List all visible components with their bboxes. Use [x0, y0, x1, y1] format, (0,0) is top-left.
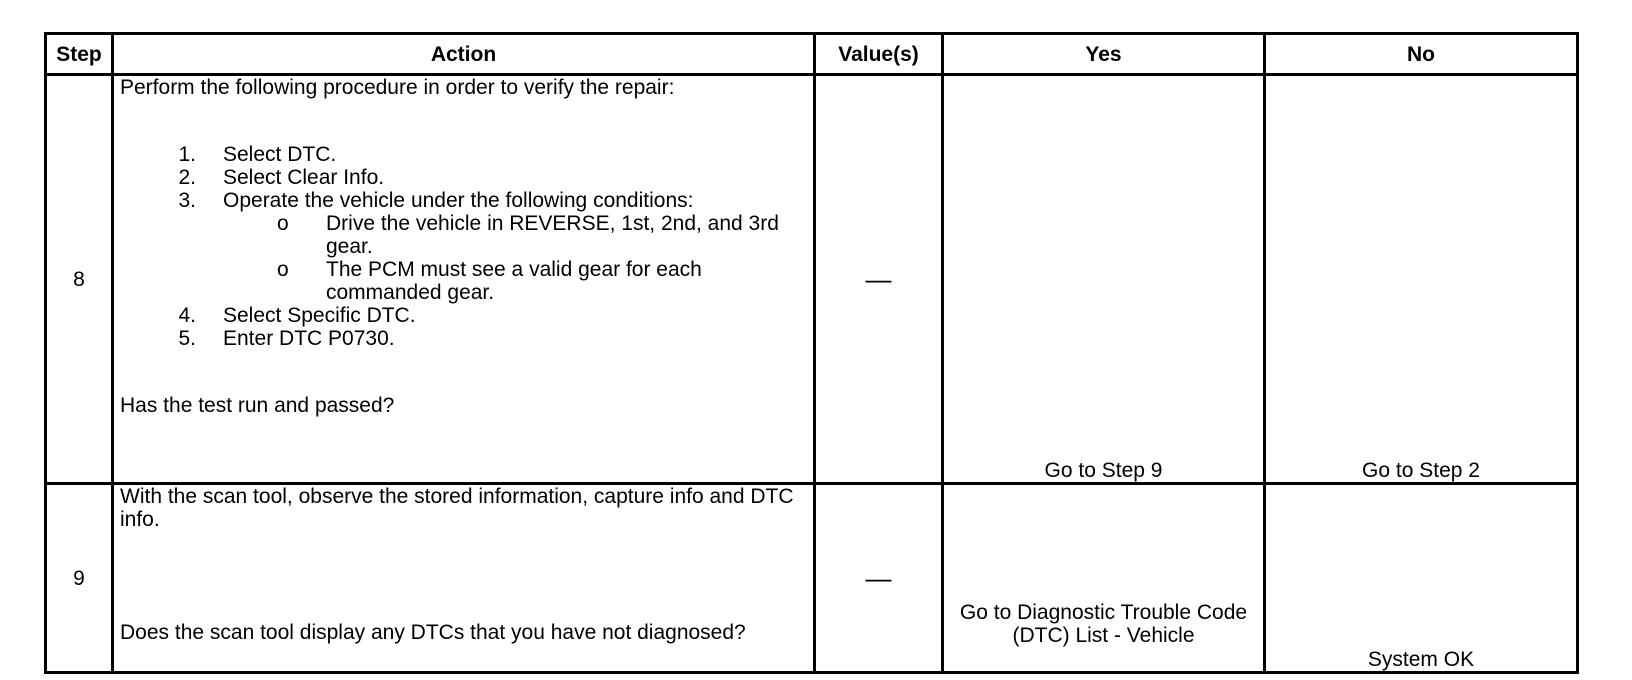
header-action: Action: [113, 34, 815, 75]
no-result: Go to Step 2: [1265, 75, 1578, 484]
header-values: Value(s): [815, 34, 943, 75]
action-intro: Perform the following procedure in order to verify the repair:: [120, 76, 675, 99]
procedure-item-text: Enter DTC P0730.: [223, 327, 395, 350]
procedure-item-text: Operate the vehicle under the following conditions:: [223, 189, 694, 212]
procedure-item: [120, 189, 807, 304]
action-intro: With the scan tool, observe the stored information, capture info and DTC info.: [120, 485, 794, 531]
step-number: 8: [46, 75, 113, 484]
procedure-item-text: Select Clear Info.: [223, 166, 385, 189]
procedure-list: [120, 143, 807, 350]
header-no: No: [1265, 34, 1578, 75]
procedure-item-number: 3.: [178, 189, 196, 212]
value-cell: —: [815, 484, 943, 673]
procedure-item-text: Select Specific DTC.: [223, 304, 416, 327]
diagnostic-table: [44, 32, 1579, 674]
condition-text: The PCM must see a valid gear for each commanded gear.: [326, 258, 702, 304]
no-result: System OK: [1265, 484, 1578, 673]
procedure-item: [120, 327, 807, 350]
condition-item: [223, 258, 807, 304]
yes-result: Go to Diagnostic Trouble Code (DTC) List - Vehicle: [943, 484, 1265, 673]
procedure-item-number: 5.: [178, 327, 196, 350]
procedure-item-number: 4.: [178, 304, 196, 327]
procedure-item: [120, 166, 807, 189]
action-question: Has the test run and passed?: [120, 394, 395, 417]
condition-text: Drive the vehicle in REVERSE, 1st, 2nd, and 3rd gear.: [326, 212, 779, 258]
condition-list: [223, 212, 807, 304]
procedure-item: [120, 143, 807, 166]
step-number: 9: [46, 484, 113, 673]
table-row-step-8: [46, 75, 1578, 484]
bullet: o: [277, 258, 289, 281]
bullet: o: [277, 212, 289, 235]
procedure-item-number: 2.: [178, 166, 196, 189]
yes-result: Go to Step 9: [943, 75, 1265, 484]
procedure-item-number: 1.: [178, 143, 196, 166]
value-cell: —: [815, 75, 943, 484]
action-question: Does the scan tool display any DTCs that you have not diagnosed?: [120, 621, 746, 644]
header-step: Step: [46, 34, 113, 75]
procedure-item: [120, 304, 807, 327]
header-row: [46, 34, 1578, 75]
table-row-step-9: [46, 484, 1578, 673]
action-cell: [113, 484, 815, 673]
procedure-item-text: Select DTC.: [223, 143, 337, 166]
action-cell: [113, 75, 815, 484]
condition-item: [223, 212, 807, 258]
header-yes: Yes: [943, 34, 1265, 75]
